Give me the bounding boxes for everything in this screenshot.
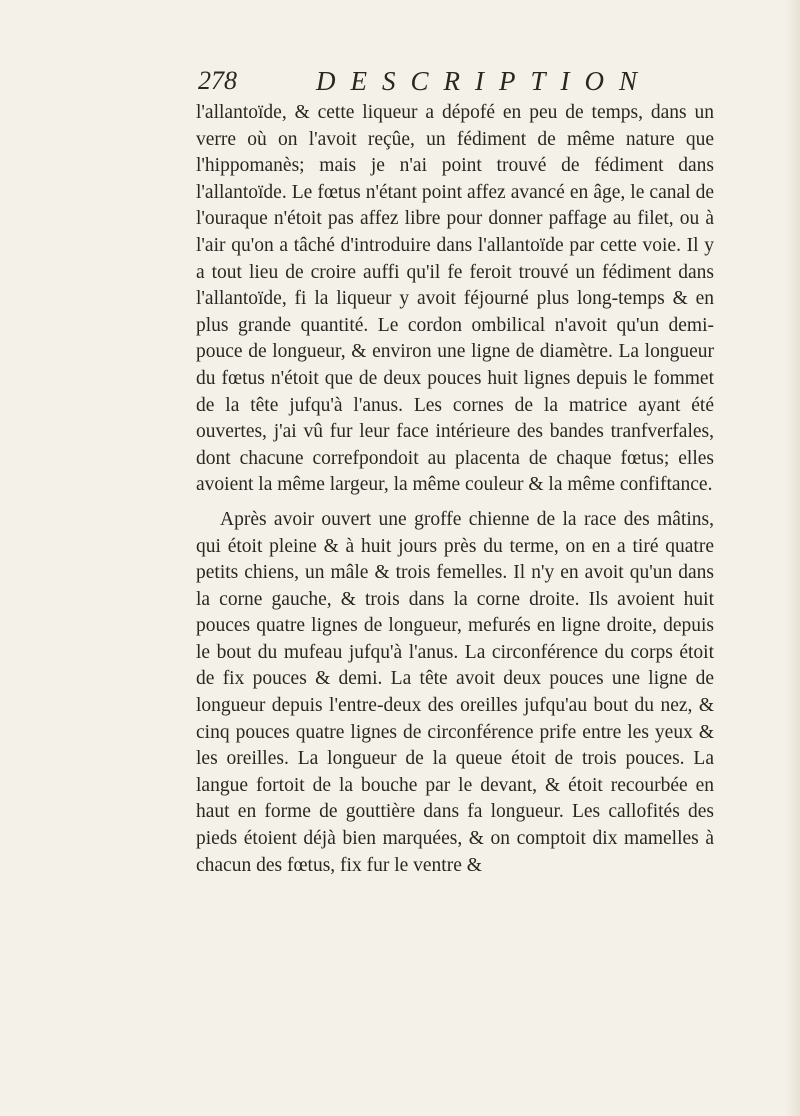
running-title: DESCRIPTION — [316, 66, 652, 96]
body-text — [196, 100, 714, 879]
page-edge — [786, 0, 800, 1116]
paragraph: l'allantoïde, & cette liqueur a dépofé en peu de temps, dans un verre où on l'avoit reçûe, un fédiment de même nature que l'hippomanès; mais je n'ai point trouvé de fédiment dans l'allantoïde. Le fœtus n'étant point affez avancé en âge, le canal de l'ouraque n'étoit pas affez libre pour donner paffage au filet, ou à l'air qu'on a tâché d'introduire dans l'allantoïde par cette voie. Il y a tout lieu de croire auffi qu'il fe feroit trouvé un fédiment dans l'allantoïde, fi la liqueur y avoit féjourné plus long-temps & en plus grande quantité. Le cordon ombilical n'avoit qu'un demi-pouce de longueur, & environ une ligne de diamètre. La longueur du fœtus n'étoit que de deux pouces huit lignes depuis le fommet de la tête jufqu'à l'anus. Les cornes de la matrice ayant été ouvertes, j'ai vû fur leur face intérieure des bandes tranfverfales, dont chacune correfpondoit au placenta de chaque fœtus; elles avoient la même largeur, la même couleur & la même confiftance. — [196, 102, 714, 496]
paragraph: Après avoir ouvert une groffe chienne de la race des mâtins, qui étoit pleine & à huit jours près du terme, on en a tiré quatre petits chiens, un mâle & trois femelles. Il n'y en avoit qu'un dans la corne gauche, & trois dans la corne droite. Ils avoient huit pouces quatre lignes de longueur, mefurés en ligne droite, depuis le bout du mufeau jufqu'à l'anus. La circonférence du corps étoit de fix pouces & demi. La tête avoit deux pouces une ligne de longueur depuis l'entre-deux des oreilles jufqu'au bout du nez, & cinq pouces quatre lignes de circonférence prife entre les yeux & les oreilles. La longueur de la queue étoit de trois pouces. La langue fortoit de la bouche par le devant, & étoit recourbée en haut en forme de gouttière dans fa longueur. Les callofités des pieds étoient déjà bien marquées, & on comptoit dix mamelles à chacun des fœtus, fix fur le ventre & — [196, 508, 714, 876]
page-number: 278 — [198, 66, 237, 95]
